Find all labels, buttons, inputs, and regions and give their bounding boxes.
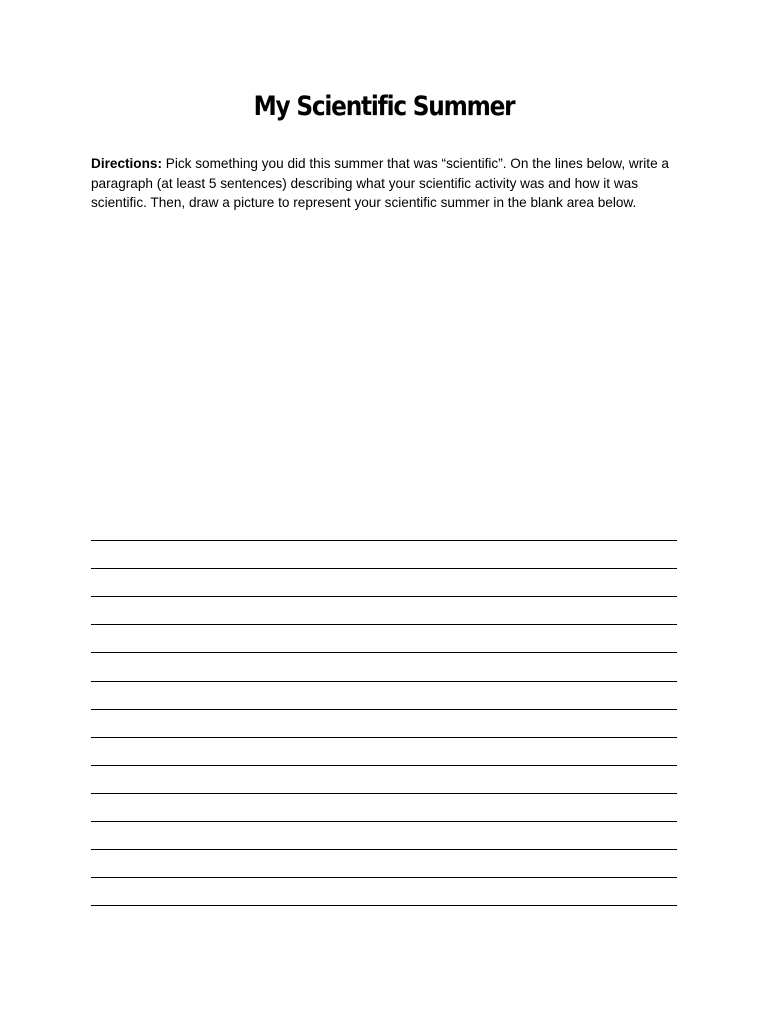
writing-line[interactable] (91, 681, 677, 682)
directions-label: Directions: (91, 156, 163, 171)
writing-line[interactable] (91, 568, 677, 569)
writing-line[interactable] (91, 709, 677, 710)
writing-line[interactable] (91, 849, 677, 850)
writing-lines (91, 0, 677, 1024)
writing-line[interactable] (91, 821, 677, 822)
writing-line[interactable] (91, 905, 677, 906)
writing-line[interactable] (91, 793, 677, 794)
writing-line[interactable] (91, 540, 677, 541)
page-title: My Scientific Summer (253, 91, 515, 122)
directions-text: Pick something you did this summer that was “scientific”. On the lines below, write a paragraph (at least 5 sentences) describing what your scientific activity was and how it was scientific. Then, draw a picture to represent your scientific summer in the blank area below. (91, 156, 669, 210)
writing-line[interactable] (91, 652, 677, 653)
writing-line[interactable] (91, 737, 677, 738)
writing-line[interactable] (91, 624, 677, 625)
writing-line[interactable] (91, 765, 677, 766)
writing-line[interactable] (91, 596, 677, 597)
writing-line[interactable] (91, 877, 677, 878)
